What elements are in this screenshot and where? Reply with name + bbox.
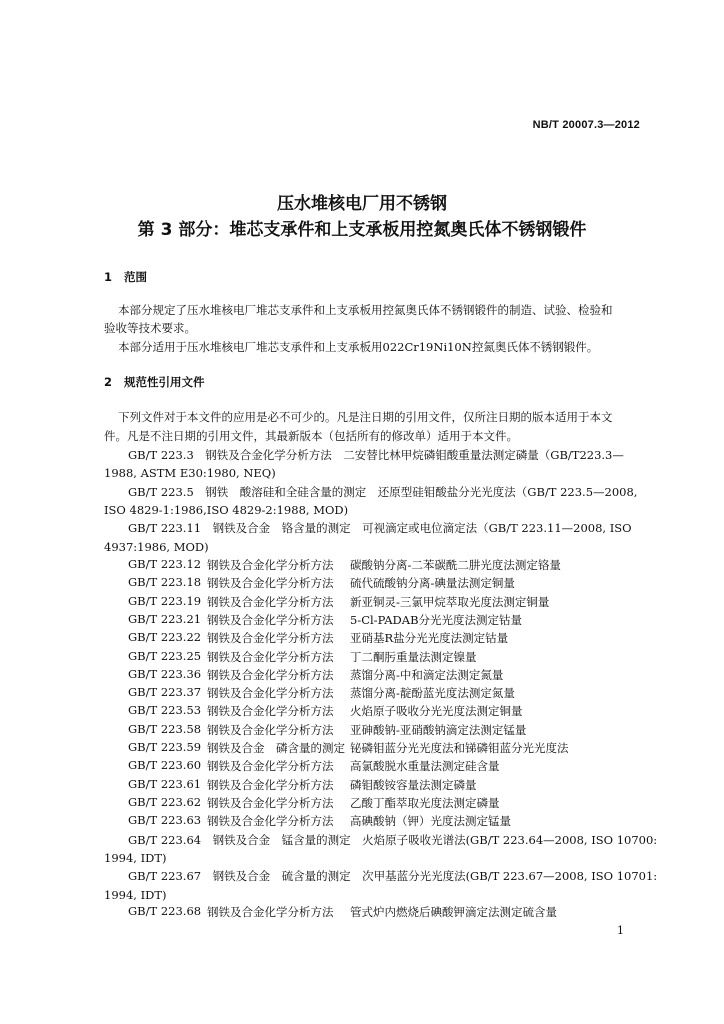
reference-name: 钢铁及合金化学分析方法 bbox=[207, 649, 334, 664]
reference-row bbox=[128, 758, 628, 776]
reference-name: 钢铁及合金化学分析方法 bbox=[207, 576, 334, 591]
reference-name: 钢铁及合金化学分析方法 bbox=[207, 667, 334, 682]
section-1-heading bbox=[104, 269, 147, 285]
reference-method: 管式炉内燃烧后碘酸钾滴定法测定硫含量 bbox=[350, 905, 557, 919]
reference-method: 乙酸丁酯萃取光度法测定磷量 bbox=[350, 795, 500, 810]
paragraph: 件。凡是不注日期的引用文件，其最新版本（包括所有的修改单）适用于本文件。 bbox=[104, 429, 518, 443]
reference-method: 磷钼酸铵容量法测定磷量 bbox=[350, 777, 477, 792]
paragraph: 验收等技术要求。 bbox=[104, 321, 196, 335]
reference-name: 钢铁及合金化学分析方法 bbox=[207, 594, 334, 609]
standard-number: NB/T 20007.3—2012 bbox=[532, 119, 640, 131]
reference-line: GB/T 223.67 钢铁及合金 硫含量的测定 次甲基蓝分光光度法(GB/T 223.67—2008, ISO 10701: bbox=[128, 869, 658, 883]
reference-name: 钢铁及合金化学分析方法 bbox=[207, 905, 334, 919]
reference-name: 钢铁及合金化学分析方法 bbox=[207, 612, 334, 627]
reference-code: GB/T 223.12 bbox=[128, 557, 202, 571]
reference-name: 钢铁及合金化学分析方法 bbox=[207, 759, 334, 774]
reference-row bbox=[128, 904, 628, 922]
reference-code: GB/T 223.21 bbox=[128, 611, 202, 626]
reference-line-cont: 4937:1986, MOD) bbox=[104, 540, 209, 554]
reference-name: 钢铁及合金化学分析方法 bbox=[207, 777, 334, 792]
reference-name: 钢铁及合金化学分析方法 bbox=[207, 686, 334, 701]
reference-name: 钢铁及合金 磷含量的测定 bbox=[207, 741, 345, 755]
reference-row bbox=[128, 594, 628, 612]
reference-code: GB/T 223.62 bbox=[128, 794, 202, 809]
reference-code: GB/T 223.53 bbox=[128, 703, 202, 718]
document-title: 压水堆核电厂用不锈钢 bbox=[277, 194, 447, 214]
reference-method: 亚砷酸钠-亚硝酸钠滴定法测定锰量 bbox=[350, 722, 527, 737]
reference-code: GB/T 223.37 bbox=[128, 685, 202, 700]
reference-code: GB/T 223.68 bbox=[128, 904, 202, 918]
reference-row bbox=[128, 612, 628, 630]
reference-code: GB/T 223.58 bbox=[128, 721, 202, 736]
paragraph: 本部分规定了压水堆核电厂堆芯支承件和上支承板用控氮奥氏体不锈钢锻件的制造、试验、检验和 bbox=[118, 303, 613, 317]
section-2-heading bbox=[104, 374, 205, 390]
reference-row bbox=[128, 740, 628, 758]
reference-line: GB/T 223.64 钢铁及合金 锰含量的测定 火焰原子吸收光谱法(GB/T 223.64—2008, ISO 10700: bbox=[128, 833, 658, 847]
reference-line: GB/T 223.11 钢铁及合金 铬含量的测定 可视滴定或电位滴定法（GB/T 223.11—2008, ISO bbox=[128, 521, 632, 535]
reference-method: 铋磷钼蓝分光光度法和锑磷钼蓝分光光度法 bbox=[350, 741, 569, 755]
reference-row bbox=[128, 777, 628, 795]
reference-name: 钢铁及合金化学分析方法 bbox=[207, 558, 334, 572]
reference-row bbox=[128, 685, 628, 703]
reference-code: GB/T 223.60 bbox=[128, 758, 202, 773]
reference-row bbox=[128, 703, 628, 721]
reference-row bbox=[128, 630, 628, 648]
paragraph: 下列文件对于本文件的应用是必不可少的。凡是注日期的引用文件，仅所注日期的版本适用于本文 bbox=[118, 410, 613, 424]
reference-name: 钢铁及合金化学分析方法 bbox=[207, 795, 334, 810]
reference-row bbox=[128, 649, 628, 667]
reference-row bbox=[128, 795, 628, 813]
reference-row bbox=[128, 813, 628, 831]
section-number: 2 bbox=[104, 375, 113, 389]
reference-row bbox=[128, 667, 628, 685]
reference-method: 亚硝基R盐分光光度法测定钴量 bbox=[350, 631, 509, 646]
section-number: 1 bbox=[104, 270, 113, 284]
reference-method: 高氯酸脱水重量法测定硅含量 bbox=[350, 759, 500, 774]
reference-name: 钢铁及合金化学分析方法 bbox=[207, 722, 334, 737]
reference-name: 钢铁及合金化学分析方法 bbox=[207, 814, 334, 829]
reference-line: GB/T 223.5 钢铁 酸溶硅和全硅含量的测定 还原型硅钼酸盐分光光度法（GB/T 223.5—2008, bbox=[128, 485, 638, 499]
document-subtitle: 第 3 部分：堆芯支承件和上支承板用控氮奥氏体不锈钢锻件 bbox=[137, 220, 587, 240]
reference-code: GB/T 223.18 bbox=[128, 575, 202, 590]
reference-code: GB/T 223.63 bbox=[128, 813, 202, 828]
reference-method: 蒸馏分离-中和滴定法测定氮量 bbox=[350, 667, 504, 682]
reference-line-cont: 1988, ASTM E30:1980, NEQ) bbox=[104, 466, 276, 480]
reference-line-cont: 1994, IDT) bbox=[104, 888, 167, 902]
reference-method: 丁二酮肟重量法测定镍量 bbox=[350, 649, 477, 664]
reference-name: 钢铁及合金化学分析方法 bbox=[207, 631, 334, 646]
reference-line: GB/T 223.3 钢铁及合金化学分析方法 二安替比林甲烷磷钼酸重量法测定磷量（GB/T223.3— bbox=[128, 448, 624, 462]
reference-line-cont: ISO 4829-1:1986,ISO 4829-2:1988, MOD) bbox=[104, 503, 349, 517]
reference-method: 碳酸钠分离-二苯碳酰二肼光度法测定铬量 bbox=[350, 558, 561, 572]
section-title: 规范性引用文件 bbox=[124, 375, 205, 389]
reference-code: GB/T 223.61 bbox=[128, 776, 202, 791]
reference-method: 5-Cl-PADAB分光光度法测定钴量 bbox=[350, 612, 523, 627]
reference-method: 火焰原子吸收分光光度法测定铜量 bbox=[350, 704, 523, 719]
reference-row bbox=[128, 557, 628, 575]
reference-row bbox=[128, 575, 628, 593]
reference-code: GB/T 223.59 bbox=[128, 740, 202, 754]
reference-code: GB/T 223.22 bbox=[128, 630, 202, 645]
paragraph: 本部分适用于压水堆核电厂堆芯支承件和上支承板用022Cr19Ni10N控氮奥氏体不锈钢锻件。 bbox=[118, 340, 599, 354]
reference-name: 钢铁及合金化学分析方法 bbox=[207, 704, 334, 719]
reference-row bbox=[128, 722, 628, 740]
reference-code: GB/T 223.19 bbox=[128, 593, 202, 608]
reference-method: 新亚铜灵-三氯甲烷萃取光度法测定铜量 bbox=[350, 594, 550, 609]
reference-method: 硫代硫酸钠分离-碘量法测定铜量 bbox=[350, 576, 515, 591]
page-number: 1 bbox=[617, 924, 624, 937]
reference-line-cont: 1994, IDT) bbox=[104, 851, 167, 865]
reference-code: GB/T 223.25 bbox=[128, 648, 202, 663]
reference-code: GB/T 223.36 bbox=[128, 666, 202, 681]
section-title: 范围 bbox=[124, 270, 147, 284]
reference-method: 蒸馏分离-靛酚蓝光度法测定氮量 bbox=[350, 686, 515, 701]
reference-method: 高碘酸钠（钾）光度法测定锰量 bbox=[350, 814, 511, 829]
